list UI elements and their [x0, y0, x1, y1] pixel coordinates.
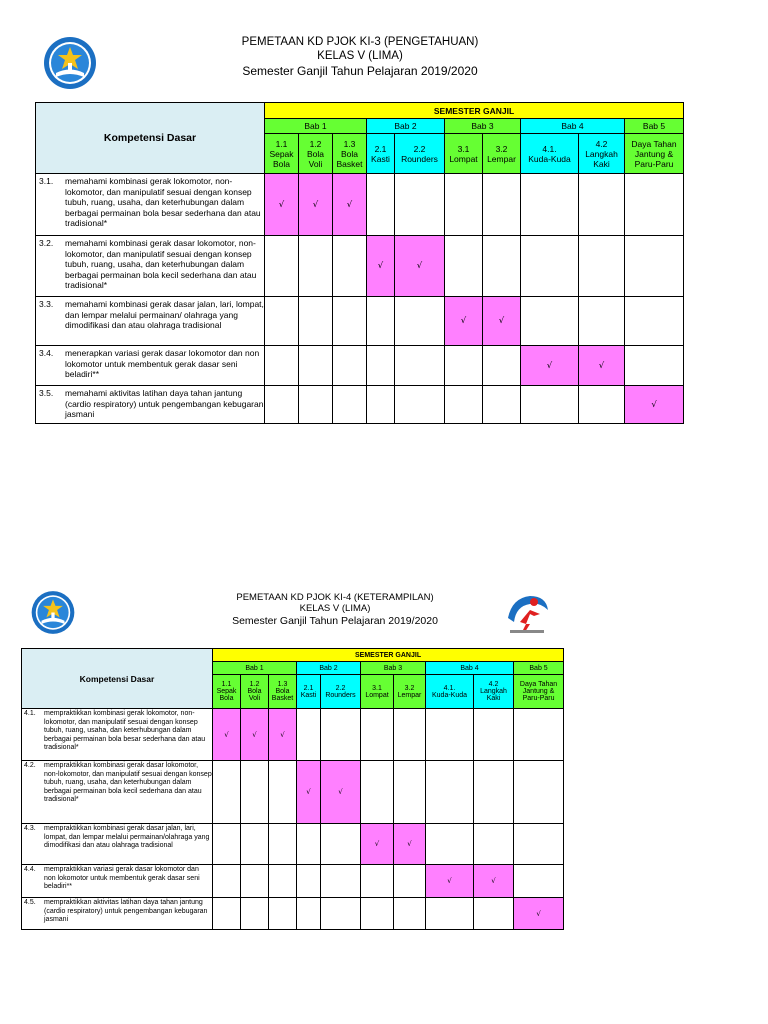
empty-cell [269, 824, 297, 865]
bab-4-header: Bab 4 [426, 662, 514, 675]
sub-number: 2.2 [413, 143, 426, 154]
kd-description: memahami aktivitas latihan daya tahan jantung (cardio respiratory) untuk pengembangan kebugaran jasmani [65, 388, 264, 419]
empty-cell [445, 174, 483, 236]
empty-cell [521, 297, 579, 346]
empty-cell [521, 174, 579, 236]
sub-header [241, 675, 269, 709]
sub-name: Bola Basket [336, 148, 363, 169]
kd-cell [22, 824, 213, 865]
table-row [22, 709, 564, 761]
kd-number: 3.5. [39, 388, 54, 398]
empty-cell [361, 898, 394, 930]
empty-cell [514, 709, 564, 761]
check-cell: √ [265, 174, 299, 236]
check-cell: √ [299, 174, 333, 236]
empty-cell [426, 709, 474, 761]
kd-number: 4.5. [24, 899, 36, 906]
bab-1-header: Bab 1 [213, 662, 297, 675]
empty-cell [213, 824, 241, 865]
empty-cell [321, 824, 361, 865]
kd-description: mempraktikkan kombinasi gerak dasar jalan, lari, lompat, dan lempar melalui permainan/olahraga yang dimodifikasi dan atau olahraga tradisional [44, 825, 210, 850]
empty-cell [361, 761, 394, 824]
title-line-3: Semester Ganjil Tahun Pelajaran 2019/2020 [232, 614, 438, 627]
bab-3-header: Bab 3 [361, 662, 426, 675]
check-cell: √ [269, 709, 297, 761]
empty-cell [514, 761, 564, 824]
sub-name: Bola Basket [271, 688, 294, 702]
tut-wuri-handayani-logo [30, 590, 76, 635]
empty-cell [625, 346, 684, 386]
kd-table [35, 102, 684, 424]
sub-name: Bola Voli [306, 148, 324, 169]
check-cell: √ [395, 236, 445, 297]
check-cell: √ [367, 236, 395, 297]
check-cell: √ [213, 709, 241, 761]
kd-description: mempraktikkan kombinasi gerak dasar lokomotor, non-lokomotor, dan manipulatif sesuai dengan konsep tubuh, ruang, usaha, dan keterhubungan dalam berbagai permainan bola kecil sederhana dan atau tradisional* [44, 762, 212, 804]
sub-name: Lempar [487, 153, 516, 164]
check-cell: √ [579, 346, 625, 386]
check-cell: √ [426, 865, 474, 898]
empty-cell [297, 709, 321, 761]
sub-name: Kuda-Kuda [431, 691, 468, 699]
kd-number: 4.4. [24, 866, 36, 873]
empty-cell [445, 346, 483, 386]
sub-name: Bola Voli [247, 688, 262, 702]
kd-number: 3.4. [39, 348, 54, 358]
empty-cell [394, 709, 426, 761]
bab-3-header: Bab 3 [445, 119, 521, 134]
sub-number: 1.3 [343, 138, 356, 149]
check-cell: √ [297, 761, 321, 824]
kd-description: mempraktikkan aktivitas latihan daya tahan jantung (cardio respiratory) untuk pengembangan kebugaran jasmani [44, 899, 208, 924]
sub-number: 3.1 [457, 143, 470, 154]
check-cell: √ [483, 297, 521, 346]
sub-header [213, 675, 241, 709]
empty-cell [297, 865, 321, 898]
empty-cell [265, 346, 299, 386]
empty-cell [269, 865, 297, 898]
check-cell: √ [321, 761, 361, 824]
check-cell: √ [521, 346, 579, 386]
empty-cell [474, 824, 514, 865]
kd-cell [36, 386, 265, 424]
kd-cell [22, 865, 213, 898]
sub-number: 4.2 [595, 138, 608, 149]
empty-cell [241, 824, 269, 865]
kd-description: memahami kombinasi gerak lokomotor, non-lokomotor, dan manipulatif sesuai dengan konsep tubuh, ruang, usaha, dan keterhubungan dalam berbagai permainan bola besar sederhana dan atau tradisional* [65, 176, 261, 228]
empty-cell [213, 761, 241, 824]
kd-table [21, 648, 564, 930]
sub-header [361, 675, 394, 709]
sub-number: 4.1. [443, 684, 456, 692]
check-cell: √ [361, 824, 394, 865]
kd-cell [22, 709, 213, 761]
kd-number: 4.3. [24, 825, 36, 832]
empty-cell [474, 898, 514, 930]
empty-cell [579, 174, 625, 236]
check-cell: √ [445, 297, 483, 346]
kd-description: memahami kombinasi gerak dasar jalan, lari, lompat, dan lempar melalui permainan/ olahraga yang dimodifikasi dan atau olahraga tradisional [65, 299, 264, 330]
kd-description: mempraktikkan kombinasi gerak lokomotor, non-lokomotor, dan manipulatif sesuai dengan konsep tubuh, ruang, usaha, dan keterhubungan dalam berbagai permainan bola besar sederhana dan atau tradisional* [44, 710, 206, 752]
empty-cell [299, 386, 333, 424]
sub-header [521, 134, 579, 174]
sub-name: Lompat [449, 153, 478, 164]
bab-2-header: Bab 2 [297, 662, 361, 675]
bab-5-header: Bab 5 [514, 662, 564, 675]
empty-cell [367, 386, 395, 424]
sub-header [321, 675, 361, 709]
title-block [160, 592, 510, 627]
check-cell: √ [474, 865, 514, 898]
empty-cell [579, 297, 625, 346]
bab-4-header: Bab 4 [521, 119, 625, 134]
empty-cell [297, 898, 321, 930]
sub-number: Daya Tahan [631, 138, 677, 149]
empty-cell [394, 761, 426, 824]
sub-number: 1.2 [309, 138, 322, 149]
empty-cell [483, 386, 521, 424]
sub-header [269, 675, 297, 709]
empty-cell [521, 236, 579, 297]
sub-name: Lempar [397, 691, 422, 699]
empty-cell [579, 386, 625, 424]
table-row [22, 865, 564, 898]
empty-cell [426, 824, 474, 865]
sub-name: Langkah Kaki [585, 148, 618, 169]
sub-header [299, 134, 333, 174]
empty-cell [395, 386, 445, 424]
empty-cell [483, 236, 521, 297]
empty-cell [265, 386, 299, 424]
check-cell: √ [514, 898, 564, 930]
table-row [36, 174, 684, 236]
sub-number: 3.1 [372, 684, 382, 692]
empty-cell [483, 174, 521, 236]
sub-number: 1.3 [277, 681, 288, 688]
sub-name: Rounders [325, 691, 356, 699]
sub-name: Kasti [371, 153, 390, 164]
sub-name: Sepak Bola [269, 148, 294, 169]
title-line-2: KELAS V (LIMA) [317, 49, 403, 62]
sub-header [579, 134, 625, 174]
check-cell: √ [394, 824, 426, 865]
sub-name: Rounders [401, 153, 438, 164]
empty-cell [333, 297, 367, 346]
empty-cell [299, 346, 333, 386]
empty-cell [625, 174, 684, 236]
sub-name: Sepak Bola [216, 688, 237, 702]
kd-number: 3.1. [39, 176, 54, 186]
title-line-1: PEMETAAN KD PJOK KI-4 (KETERAMPILAN) [236, 592, 434, 603]
semester-header: SEMESTER GANJIL [213, 649, 564, 662]
empty-cell [299, 297, 333, 346]
check-cell: √ [333, 174, 367, 236]
table-row [36, 386, 684, 424]
title-line-2: KELAS V (LIMA) [299, 603, 371, 615]
empty-cell [333, 346, 367, 386]
semester-header: SEMESTER GANJIL [265, 103, 684, 119]
empty-cell [474, 761, 514, 824]
sub-header [265, 134, 299, 174]
empty-cell [333, 236, 367, 297]
empty-cell [426, 761, 474, 824]
sub-header [474, 675, 514, 709]
sub-number: 2.1 [303, 684, 314, 692]
empty-cell [361, 709, 394, 761]
kd-cell [36, 236, 265, 297]
empty-cell [269, 761, 297, 824]
kd-number: 3.3. [39, 299, 54, 309]
empty-cell [394, 898, 426, 930]
sub-header [514, 675, 564, 709]
empty-cell [361, 865, 394, 898]
empty-cell [241, 898, 269, 930]
sub-name: Jantung & Paru-Paru [634, 148, 674, 169]
title-line-1: PEMETAAN KD PJOK KI-3 (PENGETAHUAN) [241, 36, 479, 48]
empty-cell [265, 236, 299, 297]
kd-number: 3.2. [39, 238, 54, 248]
empty-cell [445, 236, 483, 297]
kompetensi-dasar-header: Kompetensi Dasar [22, 649, 213, 709]
sub-number: 4.1. [542, 143, 557, 154]
kd-number: 4.2. [24, 762, 36, 769]
empty-cell [299, 236, 333, 297]
empty-cell [367, 297, 395, 346]
empty-cell [333, 386, 367, 424]
empty-cell [521, 386, 579, 424]
sub-header [426, 675, 474, 709]
empty-cell [483, 346, 521, 386]
empty-cell [241, 865, 269, 898]
sub-header [625, 134, 684, 174]
bab-5-header: Bab 5 [625, 119, 684, 134]
empty-cell [265, 297, 299, 346]
check-cell: √ [625, 386, 684, 424]
kd-cell [22, 761, 213, 824]
empty-cell [367, 346, 395, 386]
empty-cell [213, 898, 241, 930]
sub-header [367, 134, 395, 174]
kd-cell [22, 898, 213, 930]
empty-cell [321, 865, 361, 898]
sub-header [297, 675, 321, 709]
empty-cell [514, 824, 564, 865]
empty-cell [213, 865, 241, 898]
empty-cell [514, 865, 564, 898]
sub-number: 1.1 [275, 138, 288, 149]
empty-cell [395, 297, 445, 346]
kd-description: menerapkan variasi gerak dasar lokomotor dan non lokomotor untuk membentuk gerak dasar seni beladiri** [65, 348, 260, 379]
kd-cell [36, 297, 265, 346]
sub-number: 2.1 [374, 143, 387, 154]
table-row [36, 297, 684, 346]
check-cell: √ [241, 709, 269, 761]
sub-name: Jantung & Paru-Paru [522, 688, 555, 702]
empty-cell [474, 709, 514, 761]
sub-number: 4.2 [488, 681, 499, 688]
empty-cell [395, 346, 445, 386]
sub-header [445, 134, 483, 174]
kd-number: 4.1. [24, 710, 36, 717]
sub-number: 1.2 [249, 681, 260, 688]
sub-number: 3.2 [404, 684, 415, 692]
sub-number: 1.1 [221, 681, 232, 688]
empty-cell [321, 898, 361, 930]
bab-2-header: Bab 2 [367, 119, 445, 134]
empty-cell [579, 236, 625, 297]
sub-name: Kuda-Kuda [528, 153, 571, 164]
table-row [22, 761, 564, 824]
kd-cell [36, 174, 265, 236]
table-row [22, 824, 564, 865]
empty-cell [321, 709, 361, 761]
kd-cell [36, 346, 265, 386]
empty-cell [426, 898, 474, 930]
empty-cell [297, 824, 321, 865]
table-row [36, 236, 684, 297]
empty-cell [394, 865, 426, 898]
sub-header [333, 134, 367, 174]
empty-cell [395, 174, 445, 236]
title-block [150, 36, 570, 78]
kompetensi-dasar-header: Kompetensi Dasar [36, 103, 265, 174]
sub-name: Lompat [365, 691, 389, 699]
empty-cell [625, 297, 684, 346]
table-row [36, 346, 684, 386]
table-row [22, 898, 564, 930]
sub-name: Kasti [300, 691, 317, 699]
sub-number: 3.2 [495, 143, 508, 154]
sub-number: 2.2 [335, 684, 346, 692]
empty-cell [625, 236, 684, 297]
title-line-3: Semester Ganjil Tahun Pelajaran 2019/2020 [242, 63, 478, 78]
sub-name: Langkah Kaki [480, 688, 507, 702]
sub-header [483, 134, 521, 174]
bab-1-header: Bab 1 [265, 119, 367, 134]
sub-header [394, 675, 426, 709]
empty-cell [445, 386, 483, 424]
sub-header [395, 134, 445, 174]
sub-number: Daya Tahan [519, 681, 558, 688]
empty-cell [269, 898, 297, 930]
empty-cell [241, 761, 269, 824]
kd-description: memahami kombinasi gerak dasar lokomotor, non-lokomotor, dan manipulatif sesuai dengan konsep tubuh, ruang, usaha, dan keterhubungan dalam berbagai permainan bola kecil sederhana dan atau tradisional* [65, 238, 257, 290]
kd-description: mempraktikkan variasi gerak dasar lokomotor dan non lokomotor untuk membentuk gerak dasar seni beladiri** [44, 866, 200, 891]
tut-wuri-handayani-logo [42, 36, 98, 90]
empty-cell [367, 174, 395, 236]
